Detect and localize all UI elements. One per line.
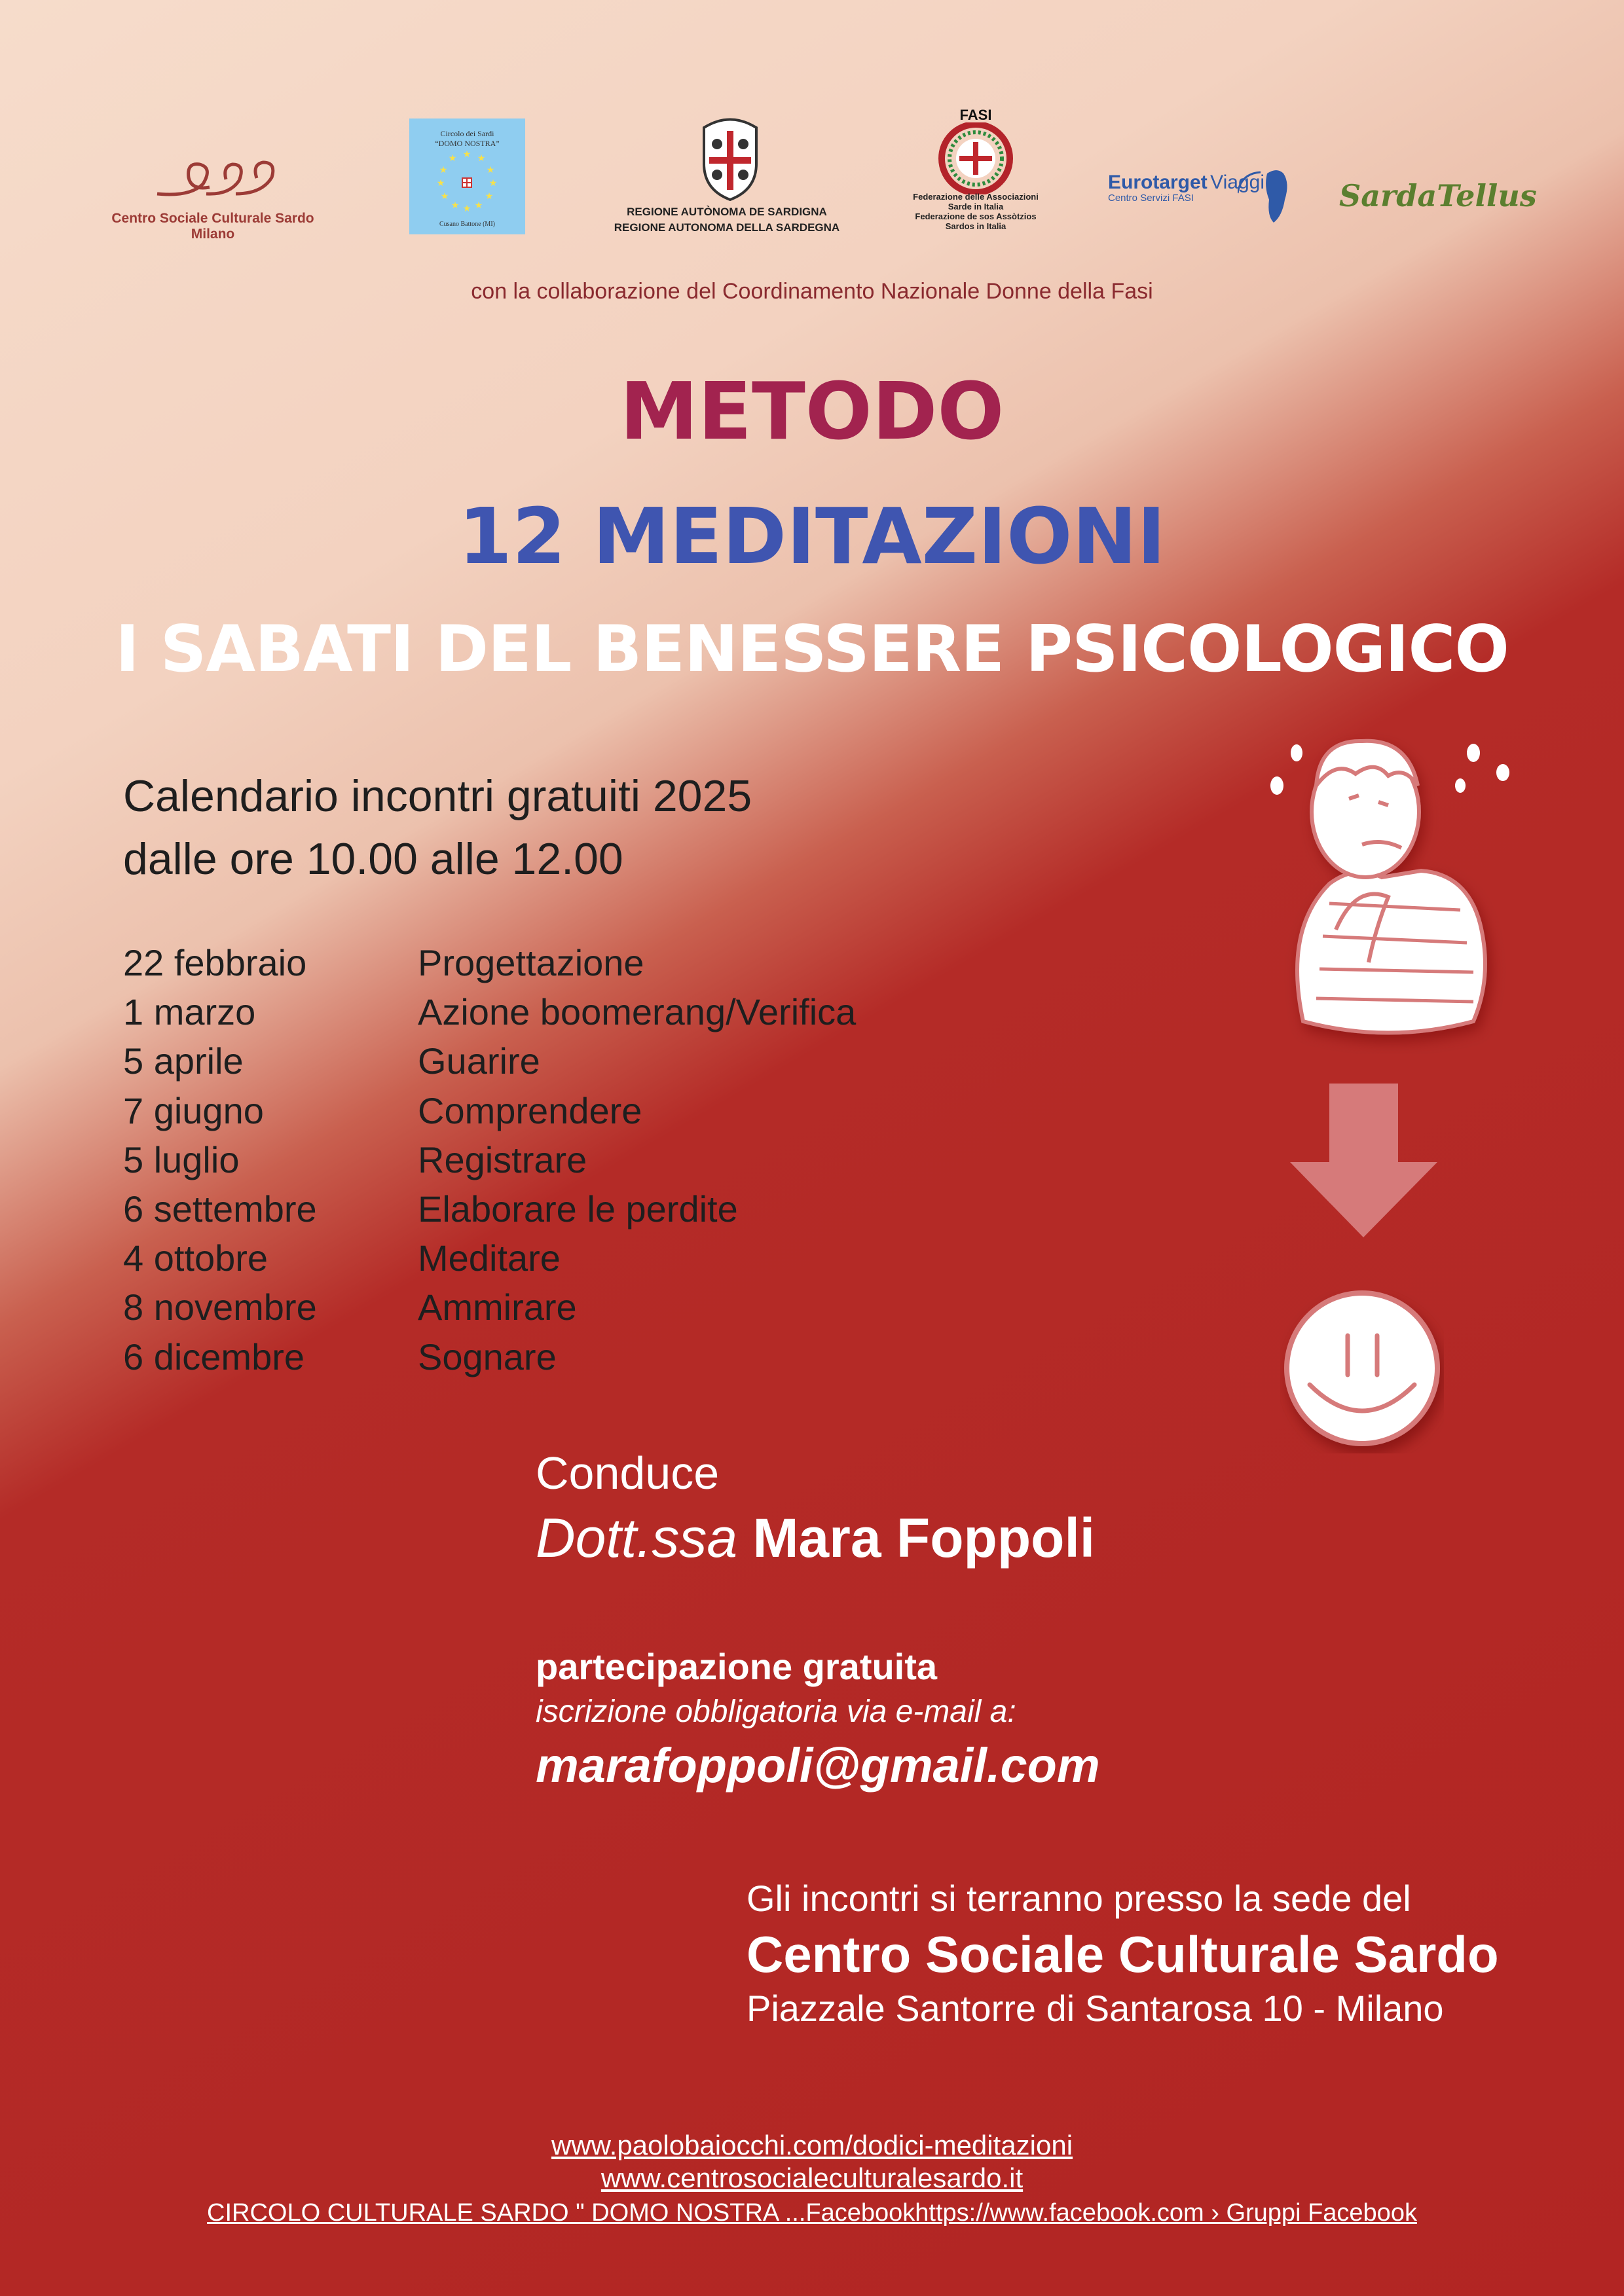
link-facebook-group[interactable]: CIRCOLO CULTURALE SARDO " DOMO NOSTRA ...Facebookhttps://www.facebook.com › Gruppi Facebook xyxy=(207,2199,1417,2227)
worried-person-icon xyxy=(1257,714,1526,1054)
svg-text:★: ★ xyxy=(448,153,457,163)
link-paolobaiocchi[interactable]: www.paolobaiocchi.com/dodici-meditazioni xyxy=(551,2130,1073,2160)
session-date: 6 dicembre xyxy=(123,1336,305,1377)
venue-intro: Gli incontri si terranno presso la sede del xyxy=(747,1878,1411,1919)
svg-text:★: ★ xyxy=(436,177,445,188)
regione-text xyxy=(609,204,845,236)
session-topic: Progettazione xyxy=(418,942,644,983)
session-date: 5 aprile xyxy=(123,1040,244,1082)
domo-nostra-logo xyxy=(409,118,525,234)
cscs-logo xyxy=(151,155,282,207)
session-topic: Guarire xyxy=(418,1040,540,1082)
session-topic: Elaborare le perdite xyxy=(418,1188,738,1230)
session-topic: Comprendere xyxy=(418,1089,642,1131)
schedule-row xyxy=(123,1135,856,1184)
svg-text:★: ★ xyxy=(485,191,494,201)
domo-line1: Circolo dei Sardi xyxy=(440,129,494,138)
fasi-line1: Federazione delle Associazioni xyxy=(913,192,1039,202)
schedule-row xyxy=(123,987,856,1036)
svg-text:★: ★ xyxy=(439,164,448,175)
title-sabati: I SABATI DEL BENESSERE PSICOLOGICO xyxy=(115,612,1509,687)
svg-text:★: ★ xyxy=(462,149,471,159)
free-participation: partecipazione gratuita xyxy=(536,1646,938,1687)
venue-address: Piazzale Santorre di Santarosa 10 - Milano xyxy=(747,1988,1444,2029)
schedule-row xyxy=(123,1233,856,1283)
session-topic: Registrare xyxy=(418,1139,587,1180)
venue-name: Centro Sociale Culturale Sardo xyxy=(747,1925,1499,1983)
session-date: 4 ottobre xyxy=(123,1237,268,1279)
schedule-row xyxy=(123,1332,856,1381)
domo-line2: “DOMO NOSTRA” xyxy=(435,139,500,148)
eurotarget-tagline: Centro Servizi FASI xyxy=(1108,192,1194,204)
cscs-name-line1: Centro Sociale Culturale Sardo xyxy=(111,211,314,226)
cscs-logo-text xyxy=(108,211,318,242)
svg-text:★: ★ xyxy=(477,153,486,163)
svg-text:★: ★ xyxy=(474,200,483,210)
calendar-heading-line1: Calendario incontri gratuiti 2025 xyxy=(123,771,752,821)
registration-note: iscrizione obbligatoria via e-mail a: xyxy=(536,1694,1016,1729)
regione-line2: REGIONE AUTONOMA DELLA SARDEGNA xyxy=(614,221,840,234)
session-date: 1 marzo xyxy=(123,991,256,1033)
footer-links xyxy=(0,2129,1624,2230)
link-centrosociale[interactable]: www.centrosocialeculturalesardo.it xyxy=(600,2162,1024,2193)
arrow-down-icon xyxy=(1287,1084,1441,1241)
session-topic: Sognare xyxy=(418,1336,557,1377)
title-metodo: METODO xyxy=(619,367,1005,458)
schedule-row xyxy=(123,938,856,987)
session-topic: Ammirare xyxy=(418,1286,577,1328)
sardatellus-name: SardaTellus xyxy=(1339,178,1537,213)
eurotarget-name-a: Eurotarget xyxy=(1108,172,1208,193)
cscs-name-line2: Milano xyxy=(191,227,235,242)
calendar-heading-line2: dalle ore 10.00 alle 12.00 xyxy=(123,834,623,884)
host-fullname: Mara Foppoli xyxy=(752,1507,1096,1569)
fasi-text xyxy=(894,192,1058,231)
sardinia-coat-of-arms-icon xyxy=(691,111,769,203)
svg-text:★: ★ xyxy=(489,177,498,188)
collaboration-note: con la collaborazione del Coordinamento Nazionale Donne della Fasi xyxy=(471,279,1153,304)
fasi-acronym: FASI xyxy=(959,107,992,123)
fasi-logo xyxy=(930,108,1022,198)
schedule-row xyxy=(123,1283,856,1332)
session-date: 7 giugno xyxy=(123,1089,264,1131)
registration-email[interactable]: marafoppoli@gmail.com xyxy=(536,1738,1100,1793)
session-topic: Meditare xyxy=(418,1237,561,1279)
host-label: Conduce xyxy=(536,1448,720,1499)
svg-text:★: ★ xyxy=(451,200,460,210)
schedule-row xyxy=(123,1086,856,1135)
fasi-line2: Sarde in Italia xyxy=(948,202,1004,211)
session-date: 6 settembre xyxy=(123,1188,317,1230)
session-date: 8 novembre xyxy=(123,1286,317,1328)
calendar-heading xyxy=(123,765,752,890)
domo-line3: Cusano Battone (MI) xyxy=(439,221,495,228)
session-date: 5 luglio xyxy=(123,1139,240,1180)
fasi-line3: Federazione de sos Assòtzios xyxy=(915,211,1037,221)
host-title: Dott.ssa xyxy=(536,1507,738,1569)
regione-line1: REGIONE AUTÒNOMA DE SARDIGNA xyxy=(627,206,827,218)
fasi-line4: Sardos in Italia xyxy=(945,221,1006,231)
host-name xyxy=(536,1504,1095,1572)
svg-text:★: ★ xyxy=(486,164,495,175)
fasi-emblem-icon xyxy=(933,122,1018,194)
eurotarget-name-b: Viaggi xyxy=(1210,172,1264,193)
svg-text:★: ★ xyxy=(440,191,449,201)
eu-stars-icon xyxy=(434,148,500,213)
schedule-row xyxy=(123,1036,856,1085)
schedule-list xyxy=(123,938,856,1381)
session-date: 22 febbraio xyxy=(123,942,307,983)
eurotarget-globe-icon xyxy=(1238,154,1293,229)
title-meditazioni: 12 MEDITAZIONI xyxy=(458,491,1166,581)
schedule-row xyxy=(123,1184,856,1233)
smiley-face-icon xyxy=(1280,1290,1444,1453)
svg-text:★: ★ xyxy=(462,203,471,213)
session-topic: Azione boomerang/Verifica xyxy=(418,991,857,1033)
sardatellus-logo xyxy=(1339,178,1537,213)
